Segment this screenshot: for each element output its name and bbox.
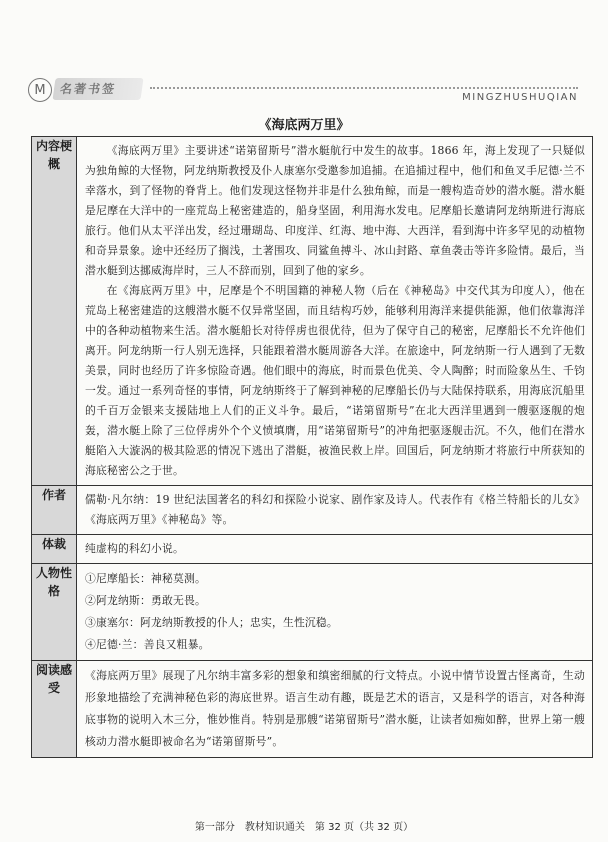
header-divider xyxy=(150,87,578,89)
character-item: ②阿龙纳斯：勇敢无畏。 xyxy=(85,594,206,607)
character-item: ①尼摩船长：神秘莫测。 xyxy=(85,572,206,585)
header-pinyin: MINGZHUSHUQIAN xyxy=(462,92,578,103)
content-characters xyxy=(77,564,593,661)
content-author xyxy=(77,486,593,535)
row-characters xyxy=(32,564,593,661)
summary-paragraph-1: 《海底两万里》主要讲述“诺第留斯号”潜水艇航行中发生的故事。1866 年，海上发现了一只疑似为独角鲸的大怪物，阿龙纳斯教授及仆人康塞尔受邀参加追捕。在追捕过程中，他们和鱼叉手尼德·兰不幸落水，到了怪物的脊背上。他们发现这怪物并非是什么独角鲸，而是一艘构造奇妙的潜水艇。潜水艇是尼摩在大洋中的一座荒岛上秘密建造的，船身坚固，利用海水发电。尼摩船长邀请阿龙纳斯进行海底旅行。他们从太平洋出发，经过珊瑚岛、印度洋、红海、地中海、大西洋，看到海中许多罕见的动植物和奇异景象。途中还经历了搁浅，土著围攻、同鲨鱼搏斗、冰山封路、章鱼袭击等许多险情。最后，当潜水艇到达挪威海岸时，三人不辞而别，回到了他的家乡。 xyxy=(85,144,585,277)
label-characters: 人物性格 xyxy=(32,564,77,661)
label-summary: 内容梗概 xyxy=(32,137,77,486)
label-genre: 体裁 xyxy=(32,535,77,564)
content-genre xyxy=(77,535,593,564)
content-summary xyxy=(77,137,593,486)
content-reading xyxy=(77,661,593,758)
page-header xyxy=(0,70,608,110)
reading-text: 《海底两万里》展现了凡尔纳丰富多彩的想象和缜密细腻的行文特点。小说中情节设置古怪离奇，生动形象地描绘了充满神秘色彩的海底世界。语言生动有趣，既是艺术的语言，又是科学的语言，对各种海底事物的说明入木三分，惟妙惟肖。特别是那艘“诺第留斯号”潜水艇，让读者如痴如醉，世界上第一艘核动力潜水艇即被命名为“诺第留斯号”。 xyxy=(85,669,585,748)
label-author: 作者 xyxy=(32,486,77,535)
page-footer: 第一部分 教材知识通关 第 32 页（共 32 页） xyxy=(194,822,414,833)
row-reading xyxy=(32,661,593,758)
row-genre xyxy=(32,535,593,564)
label-reading: 阅读感受 xyxy=(32,661,77,758)
row-author xyxy=(32,486,593,535)
character-item: ③康塞尔：阿龙纳斯教授的仆人；忠实，生性沉稳。 xyxy=(85,616,338,629)
character-item: ④尼德·兰：善良又粗暴。 xyxy=(85,638,210,651)
row-summary xyxy=(32,137,593,486)
author-text: 儒勒·凡尔纳：19 世纪法国著名的科幻和探险小说家、剧作家及诗人。代表作有《格兰特船长的儿女》《海底两万里》《神秘岛》等。 xyxy=(85,493,585,526)
logo-text: 名著书签 xyxy=(52,78,143,100)
genre-text: 纯虚构的科幻小说。 xyxy=(85,542,184,555)
summary-paragraph-2: 在《海底两万里》中，尼摩是个不明国籍的神秘人物（后在《神秘岛》中交代其为印度人），他在荒岛上秘密建造的这艘潜水艇不仅异常坚固，而且结构巧妙，能够利用海洋来提供能源，他们依靠海洋中的各种动植物来生活。潜水艇船长对待俘虏也很优待，但为了保守自己的秘密，尼摩船长不允许他们离开。阿龙纳斯一行人别无选择，只能跟着潜水艇周游各大洋。在旅途中，阿龙纳斯一行人遇到了无数美景，同时也经历了许多惊险奇遇。他们眼中的海底，时而景色优美、令人陶醉；时而险象丛生、千钧一发。通过一系列奇怪的事情，阿龙纳斯终于了解到神秘的尼摩船长仍与大陆保持联系，用海底沉船里的千百万金银来支援陆地上人们的正义斗争。最后，“诺第留斯号”在北大西洋里遇到一艘驱逐舰的炮轰，潜水艇上除了三位俘虏外个个义愤填膺，用“诺第留斯号”的冲角把驱逐舰击沉。不久，他们在潜水艇陷入大漩涡的极其险恶的情况下逃出了潜艇，被渔民救上岸。回国后，阿龙纳斯才将旅行中所获知的海底秘密公之于世。 xyxy=(85,284,585,477)
book-info-table xyxy=(31,136,593,758)
page-title: 《海底两万里》 xyxy=(258,118,350,133)
logo-circle: M xyxy=(28,78,52,102)
